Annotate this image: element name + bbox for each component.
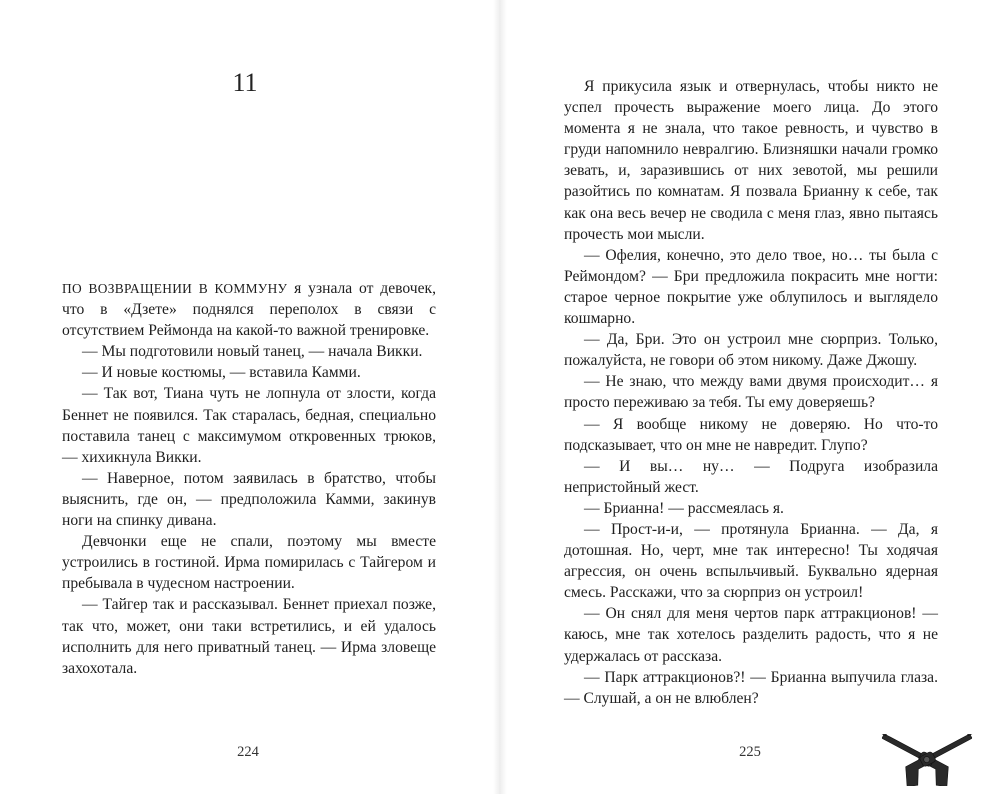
paragraph: — Тайгер так и рассказывал. Беннет приехал позже, так что, может, они таки встретились, и ей удалось исполнить для него приватный танец. — Ирма зловеще захохотала. [62,596,436,677]
paragraph: Я прикусила язык и отвернулась, чтобы никто не успел прочесть выражение моего лица. До этого момента я не знала, что такое ревность, и чувство в груди напомнило невралгию. Близняшки начали громко зевать, и, заразившись от них зевотой, мы решили разойтись по комнатам. Я позвала Брианну к себе, так как она весь вечер не сводила с меня глаз, явно пытаясь прочесть мои мысли. [564,78,938,243]
page-number-right: 225 [739,744,761,760]
left-page-text [62,278,436,679]
paragraph: — Парк аттракционов?! — Брианна выпучила глаза. — Слушай, а он не влюблен? [564,668,938,707]
paragraph: — Наверное, потом заявилась в братство, чтобы выяснить, где он, — предположила Камми, закинув ноги на спинку дивана. [62,469,436,530]
book-spine-shadow [493,0,507,794]
paragraph: — И вы… ну… — Подруга изобразила непристойный жест. [564,457,938,496]
paragraph: — Не знаю, что между вами двумя происходит… я просто переживаю за тебя. Ты ему доверяешь? [564,373,938,412]
opening-paragraph [62,278,436,341]
paragraph: — Да, Бри. Это он устроил мне сюрприз. Только, пожалуйста, не говори об этом никому. Даже Джошу. [564,331,938,370]
right-page-text [564,76,938,709]
paragraph: — И новые костюмы, — вставила Камми. [82,364,361,382]
paragraph: — Брианна! — рассмеялась я. [584,499,784,517]
page-number-left: 224 [237,744,259,760]
paragraph: — Офелия, конечно, это дело твое, но… ты была с Реймондом? — Бри предложила покрасить мне ногти: старое черное покрытие уже облупилось и выглядело кошмарно. [564,246,938,328]
paragraph: Девчонки еще не спали, поэтому мы вместе устроились в гостиной. Ирма помирилась с Тайгером и пребывала в чудесном настроении. [62,533,436,593]
chapter-number: 11 [232,68,258,97]
paragraph: — Мы подготовили новый танец, — начала Викки. [82,343,423,361]
opening-caps: ПО ВОЗВРАЩЕНИИ В КОММУНУ [62,281,288,296]
paragraph: — Он снял для меня чертов парк аттракционов! — каюсь, мне так хотелось разделить радость, что я не удержалась от рассказа. [564,605,938,665]
paragraph: — Прост-и-и, — протянула Брианна. — Да, я дотошная. Но, черт, мне так интересно! Ты ходячая агрессия, он очень вспыльчивый. Буквально ядерная смесь. Расскажи, что за сюрприз он устроил! [564,520,938,602]
paragraph: — Я вообще никому не доверяю. Но что-то подсказывает, что он мне не навредит. Глупо? [564,415,938,454]
opening-text: я узнала от девочек, что в «Дзете» поднялся переполох в связи с отсутствием Реймонда на какой-то важной тренировке. [62,280,437,340]
paragraph: — Так вот, Тиана чуть не лопнула от злости, когда Беннет не появился. Так старалась, бедная, специально поставила танец с максимумом откровенных трюков, — хихикнула Викки. [62,385,436,466]
crossed-revolvers-icon [868,734,986,786]
